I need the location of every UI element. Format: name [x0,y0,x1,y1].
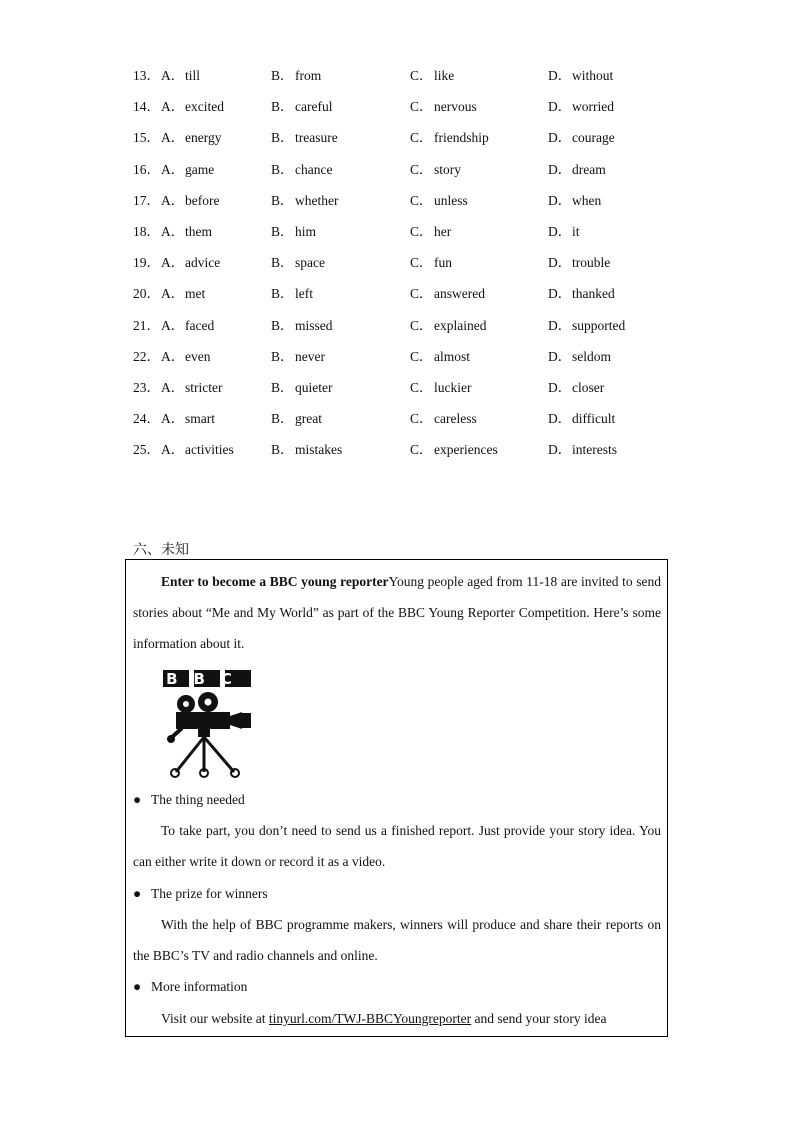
question-number: 17． [133,192,160,208]
option-letter: C． [410,192,433,208]
option-text: dream [572,161,606,177]
body-thing-needed: To take part, you don’t need to send us a finished report. Just provide your story idea. You can either write it down or record it as a video. [133,823,661,869]
option-text: seldom [572,348,611,364]
option-d [548,316,625,336]
question-number: 22． [133,348,160,364]
option-c [410,409,477,429]
option-letter: B． [271,317,294,333]
body-text: Visit our website at [161,1011,269,1026]
option-d [548,347,611,367]
section-title: 六、未知 [133,542,189,558]
option-text: game [185,161,215,177]
body-prize: With the help of BBC programme makers, winners will produce and share their reports on the BBC’s TV and radio channels and online. [133,917,661,963]
option-letter: C． [410,130,433,146]
option-letter: D． [548,192,572,208]
option-b [271,128,338,148]
option-letter: B． [271,161,294,177]
option-letter: B． [271,130,294,146]
option-b [271,191,338,211]
option-letter: A． [161,130,185,146]
option-text: thanked [572,286,615,302]
option-text: excited [185,99,224,115]
bbc-logo-text: BBC [166,670,248,688]
option-letter: B． [271,68,294,83]
question-number: 19． [133,255,160,271]
option-letter: A． [161,379,185,395]
option-b [271,160,332,180]
option-c [410,160,461,180]
passage-intro-text: Young people aged from 11-18 are invited to send stories about “Me and My World” as part of the BBC Young Reporter Competition. Here’s some information about it. [133,574,662,651]
option-text: faced [185,317,215,333]
bullet-more-info [133,977,247,997]
option-a [133,191,219,211]
option-a [133,316,214,336]
option-text: never [295,348,325,364]
option-text: chance [295,161,333,177]
option-letter: B． [271,411,294,427]
option-a [133,97,224,117]
option-letter: C． [410,223,433,239]
option-text: left [295,286,313,302]
option-letter: A． [161,286,185,302]
option-text: him [295,223,317,239]
option-text: fun [434,255,452,271]
option-letter: D． [548,255,572,271]
option-d [548,160,606,180]
option-letter: D． [548,130,572,146]
option-letter: C． [410,286,433,302]
question-list [133,66,693,471]
option-b [271,222,316,242]
bullet-label: The prize for winners [151,886,268,901]
question-number: 14． [133,99,160,115]
option-c [410,97,477,117]
option-letter: B． [271,99,294,115]
bullet-label: More information [151,979,248,994]
option-b [271,284,313,304]
option-letter: B． [271,286,294,302]
option-d [548,66,613,86]
option-text: supported [572,317,626,333]
option-text: friendship [434,130,489,146]
bullet-dot: ● [133,792,142,807]
option-text: her [434,223,452,239]
option-a [133,440,234,460]
option-text: quieter [295,379,333,395]
option-b [271,316,333,336]
question-row [133,316,693,347]
option-letter: A． [161,255,185,271]
option-text: from [295,68,322,83]
option-letter: D． [548,348,572,364]
option-letter: D． [548,99,572,115]
option-text: when [572,192,602,208]
option-letter: C． [410,161,433,177]
question-row [133,128,693,159]
option-text: stricter [185,379,223,395]
option-text: great [295,411,322,427]
option-b [271,409,322,429]
option-b [271,347,325,367]
option-text: missed [295,317,333,333]
option-letter: A． [161,411,185,427]
option-letter: B． [271,255,294,271]
option-text: interests [572,442,617,458]
option-a [133,378,222,398]
option-text: story [434,161,461,177]
bullet-dot: ● [133,979,142,994]
option-text: advice [185,255,221,271]
option-text: space [295,255,325,271]
option-text: like [434,68,455,83]
bullet-label: The thing needed [151,792,245,807]
option-text: treasure [295,130,338,146]
option-letter: D． [548,379,572,395]
option-letter: D． [548,68,572,83]
option-c [410,253,452,273]
question-row [133,409,693,440]
option-letter: A． [161,68,185,83]
option-text: nervous [434,99,477,115]
option-letter: D． [548,286,572,302]
passage-intro [133,566,661,659]
option-c [410,284,485,304]
question-number: 13． [133,68,160,83]
question-number: 18． [133,223,160,239]
option-d [548,284,615,304]
question-row [133,66,693,97]
option-d [548,378,604,398]
option-letter: C． [410,255,433,271]
option-text: answered [434,286,485,302]
option-d [548,128,615,148]
option-text: energy [185,130,222,146]
option-text: it [572,223,580,239]
option-letter: B． [271,379,294,395]
option-letter: C． [410,411,433,427]
option-letter: B． [271,223,294,239]
option-b [271,378,332,398]
body-text: and send your story idea [471,1011,607,1026]
option-c [410,222,451,242]
body-more-info [133,1003,661,1034]
option-text: whether [295,192,339,208]
option-text: closer [572,379,605,395]
option-text: difficult [572,411,616,427]
passage-box [125,559,668,1037]
question-row [133,440,693,471]
option-c [410,378,471,398]
option-letter: A． [161,223,185,239]
question-row [133,97,693,128]
option-a [133,347,210,367]
option-a [133,253,220,273]
option-text: worried [572,99,614,115]
question-number: 25． [133,442,160,458]
option-letter: C． [410,68,433,83]
option-letter: C． [410,379,433,395]
option-letter: D． [548,411,572,427]
option-text: till [185,68,201,83]
option-c [410,191,468,211]
option-b [271,440,342,460]
option-letter: C． [410,99,433,115]
option-text: unless [434,192,468,208]
website-link[interactable]: tinyurl.com/TWJ-BBCYoungreporter [268,1011,472,1026]
option-a [133,284,205,304]
option-c [410,440,498,460]
option-b [271,253,325,273]
passage-heading: Enter to become a BBC young reporter [161,574,389,589]
option-a [133,409,215,429]
option-letter: D． [548,161,572,177]
option-text: courage [572,130,615,146]
option-text: them [185,223,212,239]
question-row [133,222,693,253]
option-a [133,160,214,180]
option-text: explained [434,317,487,333]
option-letter: A． [161,99,185,115]
option-text: careless [434,411,477,427]
option-d [548,253,610,273]
option-letter: A． [161,442,185,458]
option-a [133,66,200,86]
question-row [133,378,693,409]
option-text: experiences [434,442,498,458]
option-text: before [185,192,220,208]
option-letter: A． [161,192,185,208]
question-number: 16． [133,161,160,177]
option-letter: D． [548,223,572,239]
option-letter: B． [271,442,294,458]
option-text: trouble [572,255,611,271]
question-row [133,347,693,378]
option-c [410,128,489,148]
option-b [271,97,332,117]
bullet-dot: ● [133,886,142,901]
option-letter: D． [548,317,572,333]
option-letter: C． [410,348,433,364]
question-number: 20． [133,286,160,302]
option-text: mistakes [295,442,343,458]
option-letter: C． [410,317,433,333]
option-text: without [572,68,614,83]
bullet-thing-needed [133,790,245,810]
option-c [410,66,454,86]
option-text: even [185,348,211,364]
bullet-prize [133,884,268,904]
option-letter: B． [271,192,294,208]
option-letter: B． [271,348,294,364]
option-c [410,316,486,336]
option-d [548,409,615,429]
option-b [271,66,321,86]
question-row [133,160,693,191]
question-number: 23． [133,379,160,395]
bbc-camera-logo [162,668,252,778]
option-letter: A． [161,317,185,333]
question-number: 21． [133,317,160,333]
option-text: almost [434,348,470,364]
option-letter: A． [161,161,185,177]
option-d [548,191,601,211]
option-a [133,128,222,148]
question-number: 15． [133,130,160,146]
question-number: 24． [133,411,160,427]
question-row [133,253,693,284]
option-text: smart [185,411,215,427]
option-text: luckier [434,379,472,395]
option-d [548,440,617,460]
question-row [133,284,693,315]
option-d [548,97,614,117]
option-d [548,222,580,242]
question-row [133,191,693,222]
option-letter: A． [161,348,185,364]
option-text: careful [295,99,333,115]
option-text: activities [185,442,234,458]
option-a [133,222,212,242]
option-letter: D． [548,442,572,458]
option-c [410,347,470,367]
option-text: met [185,286,206,302]
option-letter: C． [410,442,433,458]
